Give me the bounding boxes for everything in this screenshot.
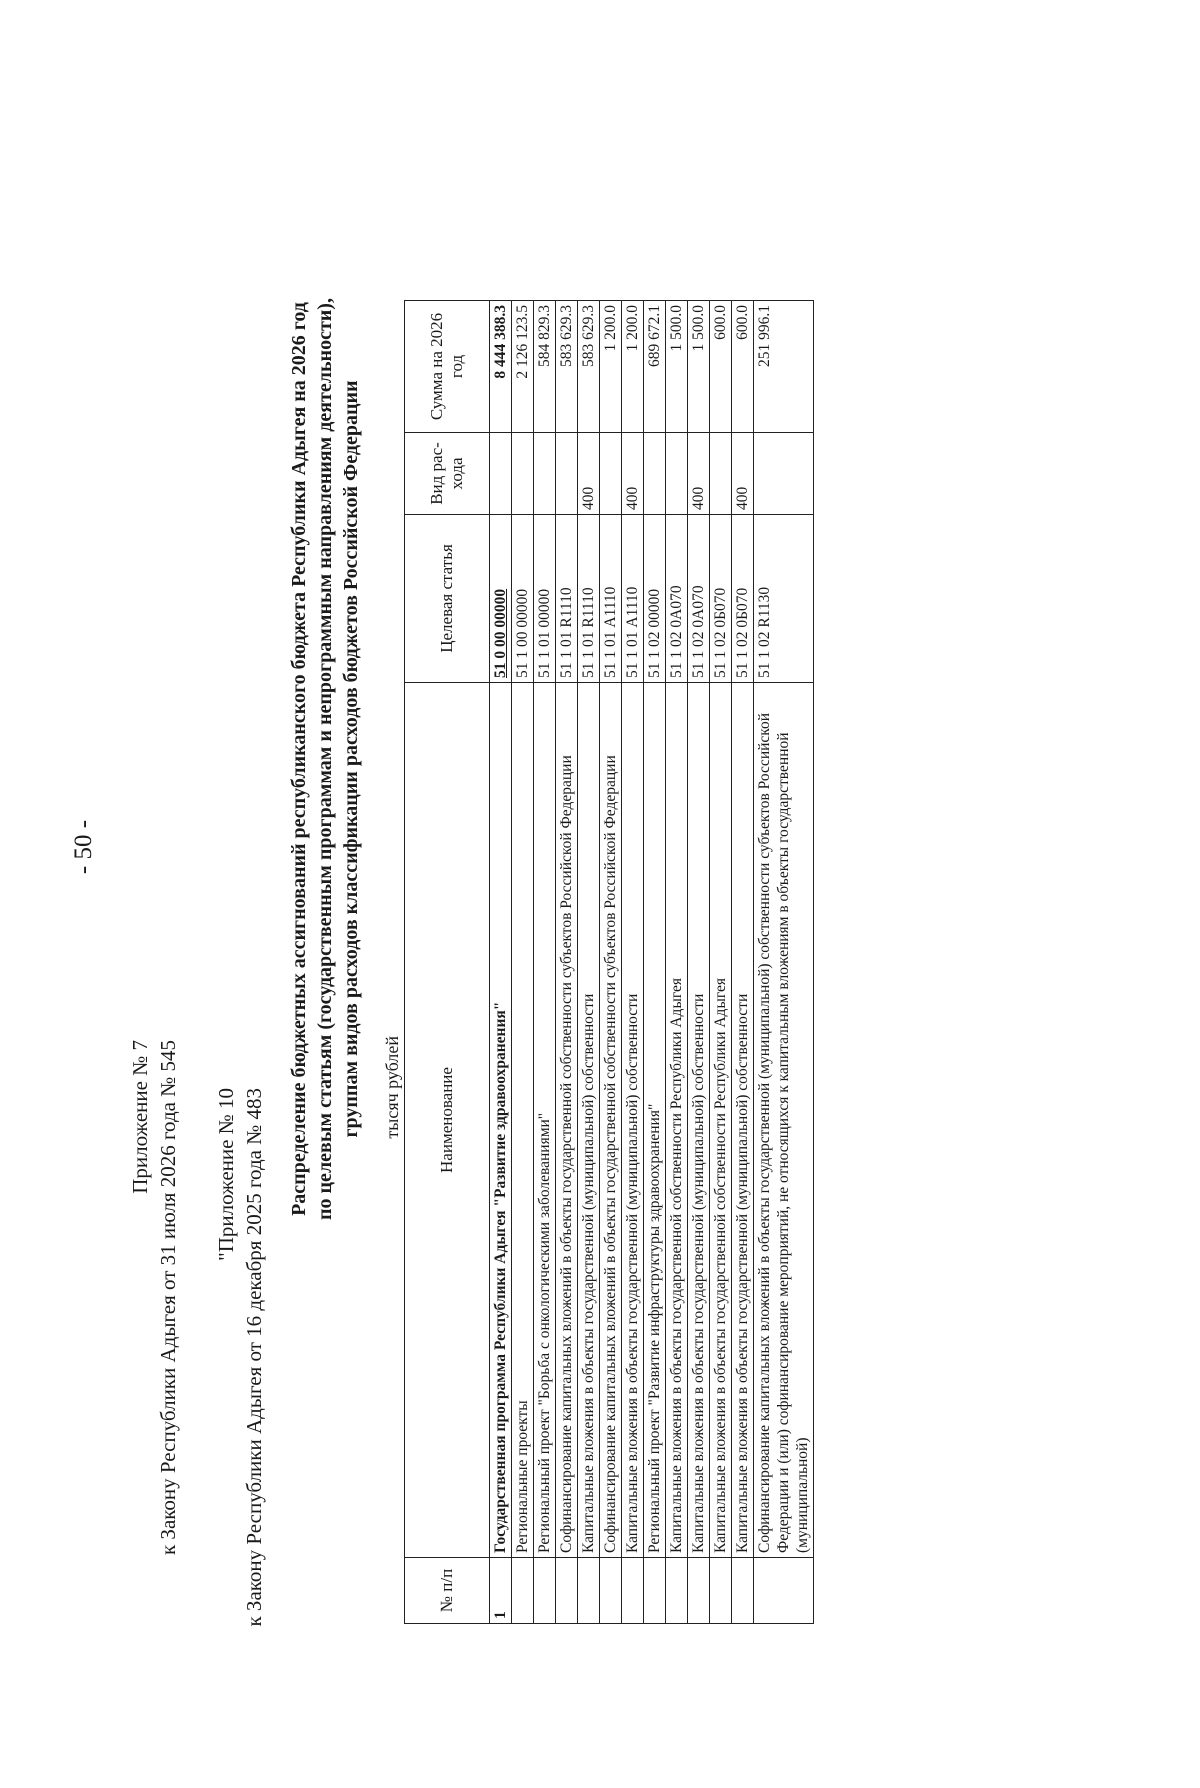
header-name: Наименование [405, 683, 490, 1558]
cell-kind [490, 433, 512, 515]
cell-kind [754, 433, 814, 515]
cell-amount: 1 500.0 [688, 301, 710, 433]
table-row [732, 301, 754, 1624]
table-row [710, 301, 732, 1624]
cell-amount: 1 200.0 [622, 301, 644, 433]
cell-num [644, 1558, 666, 1624]
cell-name: Региональные проекты [512, 683, 534, 1558]
cell-name: Капитальные вложения в объекты государственной (муниципальной) собственности [688, 683, 710, 1558]
table-row [622, 301, 644, 1624]
previous-appendix-number: "Приложение № 10 [214, 1088, 238, 1261]
cell-num [666, 1558, 688, 1624]
cell-amount: 2 126 123.5 [512, 301, 534, 433]
previous-appendix-law-reference: к Закону Республики Адыгея от 16 декабря 2025 года № 483 [242, 1088, 266, 1627]
cell-kind [512, 433, 534, 515]
cell-code: 51 0 00 00000 [490, 515, 512, 683]
header-num: № п/п [405, 1558, 490, 1624]
table-row [556, 301, 578, 1624]
cell-kind [600, 433, 622, 515]
cell-code: 51 1 00 00000 [512, 515, 534, 683]
cell-name: Капитальные вложения в объекты государственной (муниципальной) собственности [732, 683, 754, 1558]
cell-amount: 8 444 388.3 [490, 301, 512, 433]
title-line-3: группам видов расходов классификации расходов бюджетов Российской Федерации [340, 380, 362, 1138]
cell-kind: 400 [688, 433, 710, 515]
cell-num [710, 1558, 732, 1624]
header-amount: Сумма на 2026 год [405, 301, 490, 433]
cell-kind: 400 [732, 433, 754, 515]
cell-name: Капитальные вложения в объекты государственной (муниципальной) собственности [578, 683, 600, 1558]
cell-code: 51 1 02 0А070 [688, 515, 710, 683]
cell-kind [710, 433, 732, 515]
cell-code: 51 1 01 А1110 [600, 515, 622, 683]
cell-name: Софинансирование капитальных вложений в объекты государственной (муниципальной) собственности субъектов Российской Федерации и (или) софинансирование мероприятий, не относящихся к капитальным вложениям в объекты государственной (муниципальной) [754, 683, 814, 1558]
cell-num [622, 1558, 644, 1624]
cell-code: 51 1 02 0Б070 [710, 515, 732, 683]
cell-num [534, 1558, 556, 1624]
table-body [490, 301, 814, 1624]
header-kind: Вид рас-хода [405, 433, 490, 515]
table-row [688, 301, 710, 1624]
cell-amount: 689 672.1 [644, 301, 666, 433]
cell-kind [644, 433, 666, 515]
cell-code: 51 1 01 R1110 [578, 515, 600, 683]
cell-name: Капитальные вложения в объекты государственной (муниципальной) собственности [622, 683, 644, 1558]
cell-num [556, 1558, 578, 1624]
previous-appendix-header [212, 1088, 268, 1788]
title-line-2: по целевым статьям (государственным программам и непрограммным направлениям деятельности), [314, 298, 336, 1220]
header-code: Целевая статья [405, 515, 490, 683]
appendix-number: Приложение № 7 [128, 1040, 152, 1194]
document-title [286, 114, 364, 1404]
title-line-1: Распределение бюджетных ассигнований республиканского бюджета Республики Адыгея на 2026 год [288, 302, 310, 1216]
cell-name: Софинансирование капитальных вложений в объекты государственной собственности субъектов Российской Федерации [556, 683, 578, 1558]
page-number: - 50 - [70, 819, 97, 875]
cell-code: 51 1 01 А1110 [622, 515, 644, 683]
cell-code: 51 1 02 R1130 [754, 515, 814, 683]
cell-code: 51 1 01 R1110 [556, 515, 578, 683]
units-label: тысяч рублей [382, 1036, 402, 1139]
cell-amount: 251 996.1 [754, 301, 814, 433]
cell-name: Региональный проект "Борьба с онкологическими заболеваниями" [534, 683, 556, 1558]
cell-kind: 400 [578, 433, 600, 515]
cell-code: 51 1 02 0Б070 [732, 515, 754, 683]
cell-num [512, 1558, 534, 1624]
cell-amount: 583 629.3 [556, 301, 578, 433]
cell-kind [666, 433, 688, 515]
cell-amount: 600.0 [732, 301, 754, 433]
cell-name: Капитальные вложения в объекты государственной собственности Республики Адыгея [710, 683, 732, 1558]
cell-name: Капитальные вложения в объекты государственной собственности Республики Адыгея [666, 683, 688, 1558]
table-row [754, 301, 814, 1624]
cell-kind [534, 433, 556, 515]
cell-amount: 1 200.0 [600, 301, 622, 433]
cell-num [578, 1558, 600, 1624]
cell-num [754, 1558, 814, 1624]
budget-table [404, 300, 814, 1624]
cell-amount: 583 629.3 [578, 301, 600, 433]
cell-name: Региональный проект "Развитие инфраструктуры здравоохранения" [644, 683, 666, 1558]
cell-num [688, 1558, 710, 1624]
table-row [644, 301, 666, 1624]
table-row [600, 301, 622, 1624]
cell-amount: 1 500.0 [666, 301, 688, 433]
cell-num [600, 1558, 622, 1624]
table-header-row [405, 301, 490, 1624]
cell-num: 1 [490, 1558, 512, 1624]
cell-code: 51 1 01 00000 [534, 515, 556, 683]
cell-kind: 400 [622, 433, 644, 515]
cell-code: 51 1 02 00000 [644, 515, 666, 683]
table-row [512, 301, 534, 1624]
cell-name: Софинансирование капитальных вложений в объекты государственной собственности субъектов Российской Федерации [600, 683, 622, 1558]
table-row [666, 301, 688, 1624]
cell-kind [556, 433, 578, 515]
cell-amount: 600.0 [710, 301, 732, 433]
appendix-law-reference: к Закону Республики Адыгея от 31 июля 2026 года № 545 [156, 1040, 180, 1556]
cell-num [732, 1558, 754, 1624]
table-row [490, 301, 512, 1624]
table-row [578, 301, 600, 1624]
cell-amount: 584 829.3 [534, 301, 556, 433]
cell-code: 51 1 02 0А070 [666, 515, 688, 683]
appendix-header [126, 1040, 182, 1740]
table-row [534, 301, 556, 1624]
cell-name: Государственная программа Республики Адыгея "Развитие здравоохранения" [490, 683, 512, 1558]
